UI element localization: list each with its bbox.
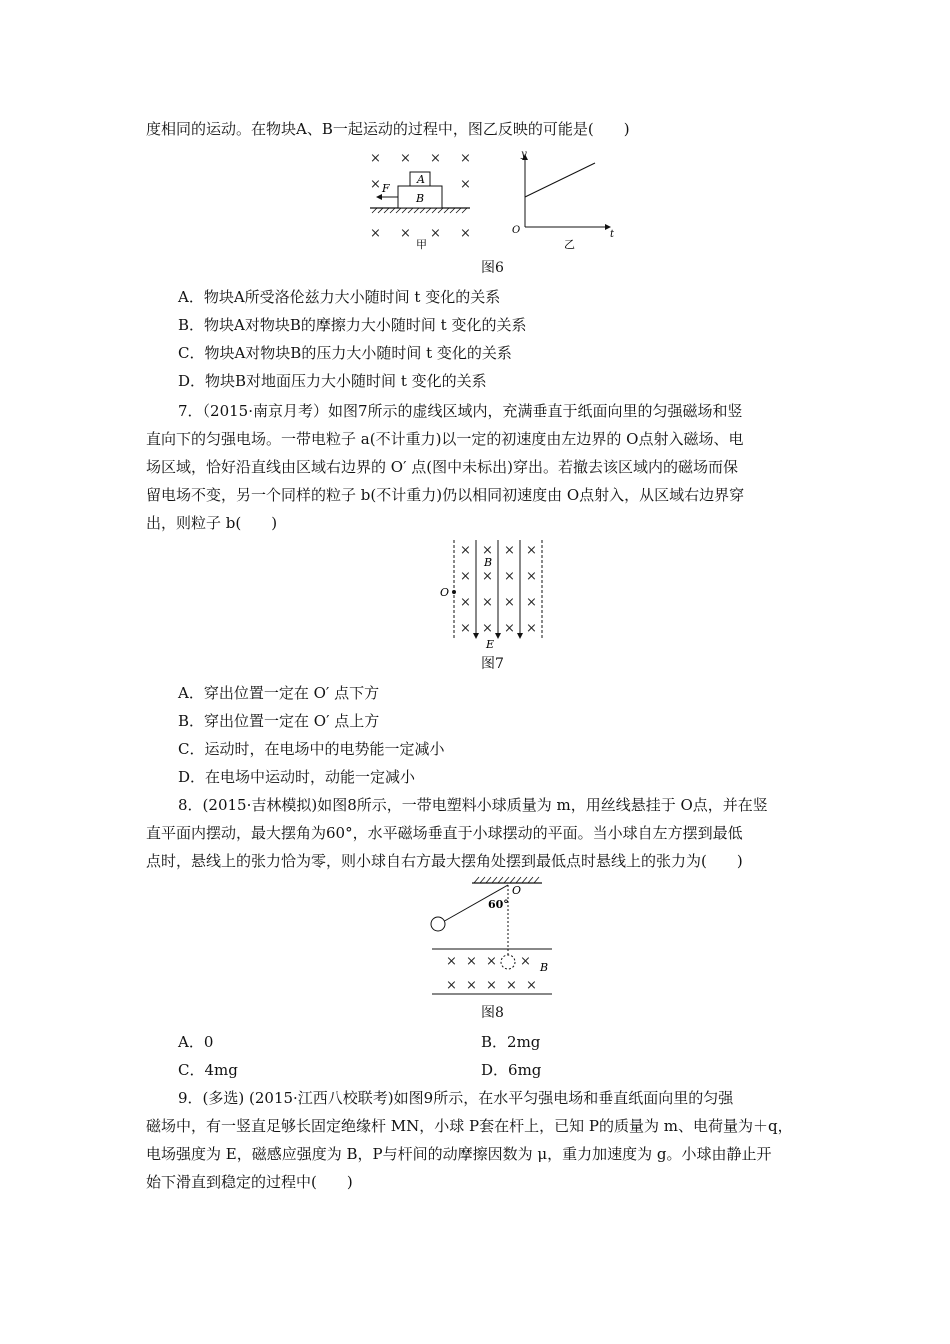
- fig7-label-b: B: [484, 556, 493, 569]
- q8-option-b[interactable]: B．2mg: [481, 1033, 541, 1051]
- q9-line-3: 电场强度为 E，磁感应强度为 B，P与杆间的动摩擦因数为 μ，重力加速度为 g。小球由静止开: [146, 1145, 772, 1163]
- fig7-cross: ×: [460, 595, 471, 610]
- q7-line-2: 直向下的匀强电场。一带电粒子 a(不计重力)以一定的初速度由左边界的 O点射入磁场、电: [146, 430, 744, 448]
- fig6-graph-line: [525, 163, 595, 197]
- fig6-cross: ×: [430, 151, 441, 166]
- fig6-cross: ×: [430, 226, 441, 241]
- q7-line-1: 7．（2015·南京月考）如图7所示的虚线区域内，充满垂直于纸面向里的匀强磁场和竖: [178, 402, 743, 420]
- fig7-caption: 图7: [481, 656, 504, 672]
- fig6-cross: ×: [370, 226, 381, 241]
- fig7-cross: ×: [460, 569, 471, 584]
- fig8-label-o: O: [512, 884, 522, 897]
- fig8-cross: ×: [520, 954, 531, 969]
- q8-line-3: 点时，悬线上的张力恰为零，则小球自右方最大摆角处摆到最低点时悬线上的张力为( ): [146, 852, 743, 870]
- fig6-label-b: B: [416, 192, 425, 205]
- fig6-cross: ×: [460, 226, 471, 241]
- fig7-cross: ×: [482, 543, 493, 558]
- fig8-cross: ×: [466, 954, 477, 969]
- fig6-cross: ×: [400, 226, 411, 241]
- fig7-point-o: [452, 590, 456, 594]
- fig7-cross: ×: [482, 595, 493, 610]
- fig6-label-y: y: [521, 149, 527, 160]
- fig6-cross: ×: [370, 177, 381, 192]
- fig7-cross: ×: [504, 595, 515, 610]
- fig7-cross: ×: [460, 621, 471, 636]
- fig8-ball: [431, 917, 445, 931]
- figure-8: [422, 875, 562, 1000]
- fig8-cross: ×: [526, 978, 537, 993]
- fig8-cross: ×: [506, 978, 517, 993]
- q8-option-a[interactable]: A．0: [178, 1033, 214, 1051]
- fig7-cross: ×: [460, 543, 471, 558]
- fig6-cross: ×: [460, 177, 471, 192]
- fig7-cross: ×: [526, 595, 537, 610]
- q8-option-d[interactable]: D．6mg: [481, 1061, 542, 1079]
- fig7-cross: ×: [526, 621, 537, 636]
- q6-option-d[interactable]: D．物块B对地面压力大小随时间 t 变化的关系: [178, 372, 487, 390]
- fig7-label-o: O: [440, 586, 450, 599]
- q6-option-a[interactable]: A．物块A所受洛伦兹力大小随时间 t 变化的关系: [178, 288, 501, 306]
- fig8-ball-lowest: [501, 955, 515, 969]
- q7-option-a[interactable]: A．穿出位置一定在 O′ 点下方: [178, 684, 380, 702]
- fig8-angle: 60°: [488, 898, 509, 911]
- fig7-cross: ×: [526, 569, 537, 584]
- fig7-cross: ×: [482, 621, 493, 636]
- q7-option-b[interactable]: B．穿出位置一定在 O′ 点上方: [178, 712, 380, 730]
- q7-line-4: 留电场不变，另一个同样的粒子 b(不计重力)仍以相同初速度由 O点射入，从区域右边界穿: [146, 486, 745, 504]
- q7-line-5: 出，则粒子 b( ): [146, 514, 278, 532]
- fig6-label-f: F: [382, 182, 390, 195]
- q7-option-c[interactable]: C．运动时，在电场中的电势能一定减小: [178, 740, 445, 758]
- fig6-cross: ×: [400, 151, 411, 166]
- q8-line-1: 8．(2015·吉林模拟)如图8所示，一带电塑料小球质量为 m，用丝线悬挂于 O点，并在竖: [178, 796, 768, 814]
- fig7-label-e: E: [486, 638, 495, 650]
- q9-line-4: 始下滑直到稳定的过程中( ): [146, 1173, 353, 1191]
- fig6-label-jia: 甲: [416, 238, 427, 251]
- fig6-cross: ×: [370, 151, 381, 166]
- fig8-cross: ×: [466, 978, 477, 993]
- q9-line-2: 磁场中，有一竖直足够长固定绝缘杆 MN，小球 P套在杆上，已知 P的质量为 m、电荷量为＋q，: [146, 1117, 793, 1135]
- fig7-cross: ×: [482, 569, 493, 584]
- fig8-cross: ×: [446, 978, 457, 993]
- figure-7: [432, 535, 552, 650]
- fig6-cross: ×: [460, 151, 471, 166]
- fig8-cross: ×: [486, 954, 497, 969]
- q6-option-b[interactable]: B．物块A对物块B的摩擦力大小随时间 t 变化的关系: [178, 316, 527, 334]
- q9-line-1: 9．(多选) (2015·江西八校联考)如图9所示，在水平匀强电场和垂直纸面向里的匀强: [178, 1089, 734, 1107]
- fig7-cross: ×: [526, 543, 537, 558]
- q6-intro: 度相同的运动。在物块A、B一起运动的过程中，图乙反映的可能是( ): [146, 120, 630, 138]
- fig8-cross: ×: [486, 978, 497, 993]
- fig8-cross: ×: [446, 954, 457, 969]
- fig8-label-b: B: [540, 961, 549, 974]
- fig6-label-a: A: [417, 173, 425, 186]
- q7-line-3: 场区域，恰好沿直线由区域右边界的 O′ 点(图中未标出)穿出。若撤去该区域内的磁场而保: [146, 458, 738, 476]
- fig7-cross: ×: [504, 569, 515, 584]
- figure-6: [360, 145, 630, 255]
- fig6-label-t: t: [610, 229, 615, 240]
- q8-option-c[interactable]: C．4mg: [178, 1061, 238, 1079]
- fig6-caption: 图6: [481, 260, 504, 276]
- q6-option-c[interactable]: C．物块A对物块B的压力大小随时间 t 变化的关系: [178, 344, 512, 362]
- fig6-label-yi: 乙: [564, 238, 575, 251]
- fig7-cross: ×: [504, 621, 515, 636]
- fig8-caption: 图8: [481, 1005, 504, 1021]
- fig6-label-o: O: [512, 225, 521, 236]
- q7-option-d[interactable]: D．在电场中运动时，动能一定减小: [178, 768, 416, 786]
- q8-line-2: 直平面内摆动，最大摆角为60°，水平磁场垂直于小球摆动的平面。当小球自左方摆到最低: [146, 824, 743, 842]
- fig7-cross: ×: [504, 543, 515, 558]
